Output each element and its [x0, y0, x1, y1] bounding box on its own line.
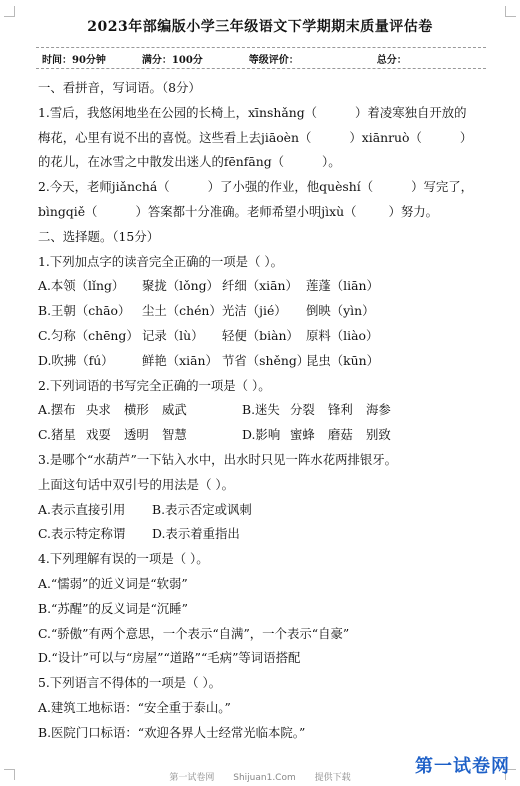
q2-options-cd: C.猪星 戏耍 透明 智慧 D.影响 蜜蜂 磨菇 别致: [38, 427, 391, 443]
q2-options-ab: A.摆布 央求 横形 威武 B.迷失 分裂 锋利 海参: [38, 402, 391, 418]
s1-line-1: 1.雪后，我悠闲地坐在公园的长椅上，xīnshǎng（ ）着凌寒独自开放的: [38, 104, 467, 120]
q1-option-a: A.本领（lǐng） 聚拢（lǒng） 纤细（xiān） 莲蓬（liān）: [38, 278, 379, 294]
footer-domain: Shijuan1.Com: [233, 773, 296, 783]
q3-options-cd: C.表示特定称谓 D.表示着重指出: [38, 526, 240, 542]
q5-option-b: B.医院门口标语：“欢迎各界人士经常光临本院。”: [38, 724, 306, 740]
q4-option-d: D.“设计”可以与“房屋”“道路”“毛病”等词语搭配: [38, 650, 301, 666]
section-2-heading: 二、选择题。（15分）: [38, 228, 160, 244]
question-5: 5.下列语言不得体的一项是（ ）。: [38, 675, 222, 691]
question-3-sentence: 3.是哪个“水葫芦”一下钻入水中，出水时只见一阵水花两排银牙。: [38, 451, 398, 467]
q4-option-b: B.“苏醒”的反义词是“沉睡”: [38, 600, 188, 616]
exam-info-bar: [36, 47, 486, 69]
score-label: 满分：100分: [141, 54, 203, 66]
s1-line-3: 的花儿，在冰雪之中散发出迷人的fēnfāng（ ）。: [38, 154, 341, 170]
site-watermark: 第一试卷网: [415, 756, 510, 777]
s1-line-5: bìngqiě（ ）答案都十分准确。老师希望小明jìxù（ ）努力。: [38, 203, 439, 219]
q5-option-a: A.建筑工地标语：“安全重于泰山。”: [38, 699, 231, 715]
s1-line-2: 梅花，心里有说不出的喜悦。这些看上去jiāoèn（ ）xiānruò（ ）: [38, 129, 473, 145]
s1-line-4: 2.今天，老师jiǎnchá（ ）了小强的作业，他quèshí（ ）写完了，: [38, 179, 474, 195]
grade-label: 等级评价：: [248, 54, 299, 66]
q4-option-a: A.“懦弱”的近义词是“软弱”: [38, 575, 188, 591]
section-1-heading: 一、看拼音，写词语。（8分）: [38, 80, 201, 95]
q1-option-d: D.吹拂（fú） 鲜艳（xiān） 节省（shěng）昆虫（kūn）: [38, 352, 380, 368]
footer-download: 提供下载: [314, 773, 351, 783]
q1-option-c: C.匀称（chēng） 记录（lù） 轻便（biàn） 原料（liào）: [38, 327, 379, 343]
question-2: 2.下列词语的书写完全正确的一项是（ ）。: [38, 377, 271, 393]
question-4: 4.下列理解有误的一项是（ ）。: [38, 551, 209, 567]
exam-content: [38, 76, 486, 746]
q4-option-c: C.“骄傲”有两个意思，一个表示“自满”，一个表示“自豪”: [38, 625, 350, 641]
question-1: 1.下列加点字的读音完全正确的一项是（ ）。: [38, 253, 283, 269]
total-label: 总分：: [376, 54, 407, 66]
footer-site-name: 第一试卷网: [169, 773, 215, 783]
q1-option-b: B.王朝（chāo） 尘土（chén）光洁（jié） 倒映（yìn）: [38, 303, 375, 319]
q3-options-ab: A.表示直接引用 B.表示否定或讽刺: [38, 501, 252, 517]
question-3: 上面这句话中双引号的用法是（ ）。: [38, 476, 234, 492]
time-label: 时间：90分钟: [42, 54, 106, 66]
page-title: 2023年部编版小学三年级语文下学期期末质量评估卷: [87, 19, 433, 35]
